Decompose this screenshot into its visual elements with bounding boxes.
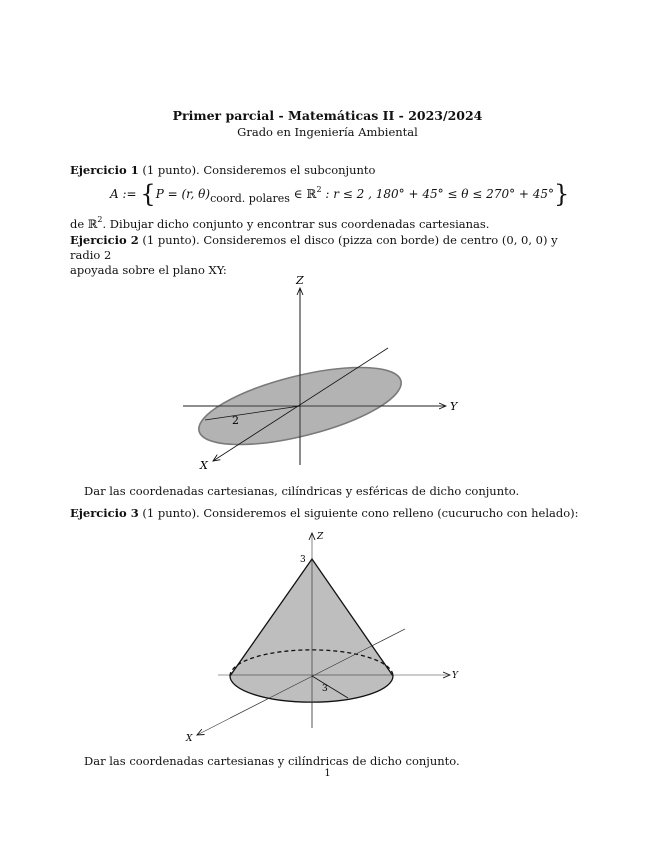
page-number: 1: [324, 768, 331, 779]
ex2-question: Dar las coordenadas cartesianas, cilíndricas y esféricas de dicho conjunto.: [84, 484, 520, 498]
disk-y-label: Y: [450, 400, 458, 413]
formula-subscript: coord. polares: [210, 192, 290, 205]
ex2-line2: apoyada sobre el plano XY:: [70, 263, 227, 277]
ex3-statement: [70, 506, 590, 521]
ex1-after-b: . Dibujar dicho conjunto y encontrar sus coordenadas cartesianas.: [102, 217, 490, 231]
ex1-label: Ejercicio 1: [70, 163, 139, 177]
disk-z-label: Z: [296, 274, 304, 287]
exam-title: Primer parcial - Matemáticas II - 2023/2024: [172, 108, 483, 123]
cone-x-label: X: [186, 734, 193, 744]
ex3-points: (1 punto).: [142, 506, 200, 520]
formula-condition: : r ≤ 2 , 180° + 45° ≤ θ ≤ 270° + 45°: [325, 187, 555, 201]
cone-y-label: Y: [452, 671, 458, 681]
cone-height-label: 3: [300, 555, 306, 565]
disk-radius-label: 2: [232, 414, 239, 427]
ex1-intro: Consideremos el subconjunto: [203, 163, 376, 177]
formula-point: P = (r, θ): [155, 187, 211, 201]
cone-shape: [230, 559, 393, 702]
formula-open-brace: {: [140, 180, 156, 208]
ex1-points: (1 punto).: [142, 163, 200, 177]
ex2-points: (1 punto).: [142, 233, 200, 247]
ex2-line1: Consideremos el disco (pizza con borde) de centro (0, 0, 0) y radio 2: [70, 233, 558, 262]
disk-x-label: X: [200, 459, 208, 472]
cone-z-label: Z: [317, 532, 324, 542]
exam-subtitle: Grado en Ingeniería Ambiental: [237, 125, 418, 139]
formula-close-brace: }: [554, 180, 570, 208]
ex3-question: Dar las coordenadas cartesianas y cilíndricas de dicho conjunto.: [84, 754, 460, 768]
cone-radius-label: 3: [322, 684, 328, 694]
formula-sup: 2: [316, 185, 322, 194]
ex2-label: Ejercicio 2: [70, 233, 139, 247]
ex3-label: Ejercicio 3: [70, 506, 139, 520]
formula-in: ∈ ℝ: [293, 187, 317, 201]
ex1-after-a: de ℝ: [70, 217, 98, 231]
ex3-intro: Consideremos el siguiente cono relleno (cucurucho con helado):: [203, 506, 579, 520]
ex1-after-sup: 2: [97, 215, 103, 224]
formula-lhs: A :=: [110, 187, 137, 201]
